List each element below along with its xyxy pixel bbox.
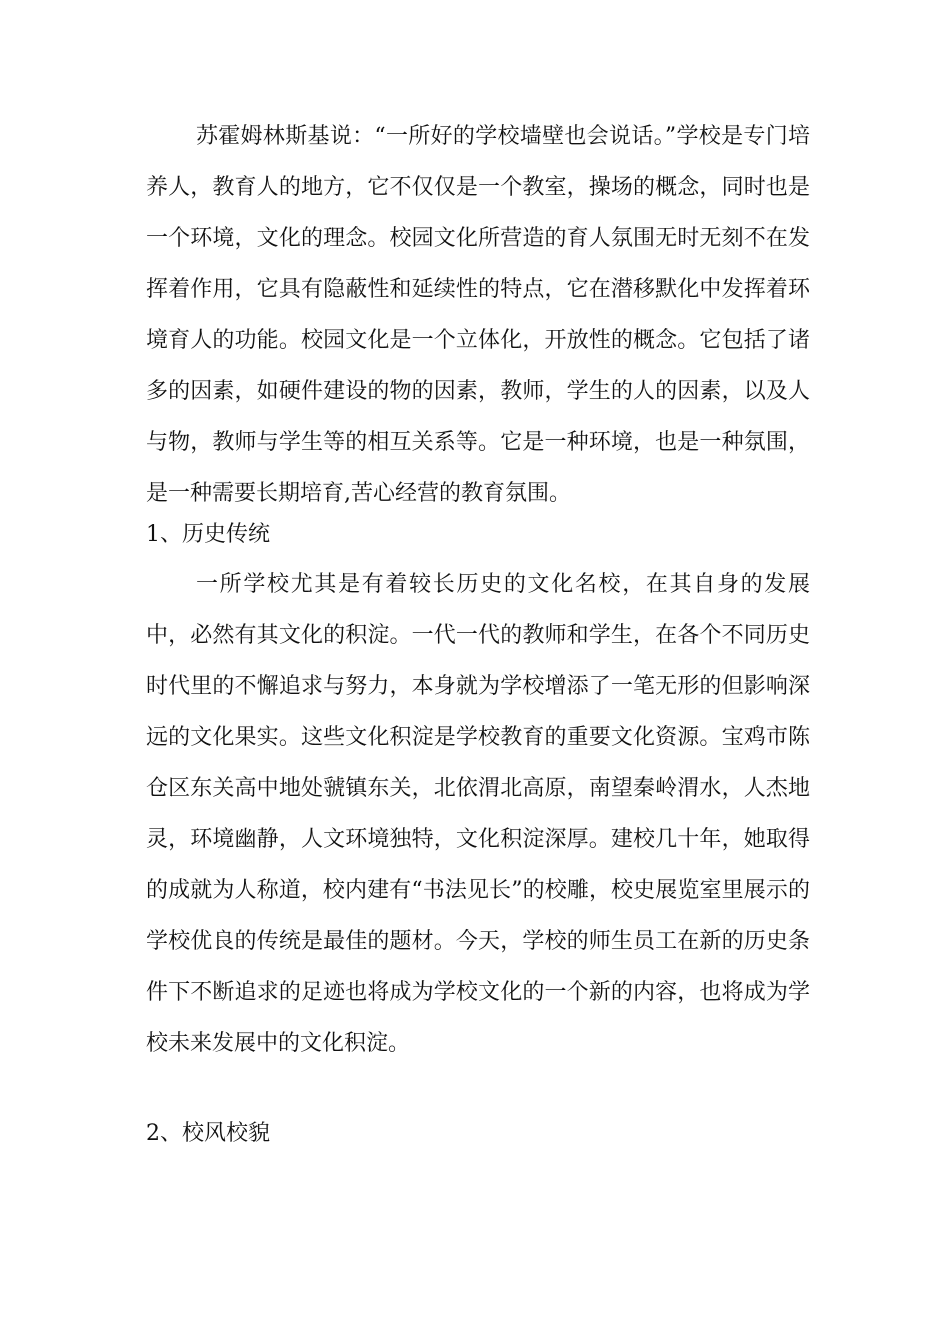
history-paragraph: 一所学校尤其是有着较长历史的文化名校，在其自身的发展中，必然有其文化的积淀。一代一代的教师和学生，在各个不同历史时代里的不懈追求与努力，本身就为学校增添了一笔无形的但影响深远的文化果实。这些文化积淀是学校教育的重要文化资源。宝鸡市陈仓区东关高中地处虢镇东关，北依渭北高原，南望秦岭渭水，人杰地灵，环境幽静，人文环境独特，文化积淀深厚。建校几十年，她取得的成就为人称道，校内建有“书法见长”的校雕，校史展览室里展示的学校优良的传统是最佳的题材。今天，学校的师生员工在新的历史条件下不断追求的足迹也将成为学校文化的一个新的内容，也将成为学校未来发展中的文化积淀。 — [146, 572, 810, 1056]
section-heading-history: 1、历史传统 — [146, 522, 270, 547]
intro-paragraph: 苏霍姆林斯基说：“一所好的学校墙壁也会说话。”学校是专门培养人，教育人的地方，它不仅仅是一个教室，操场的概念，同时也是一个环境，文化的理念。校园文化所营造的育人氛围无时无刻不在发挥着作用，它具有隐蔽性和延续性的特点，它在潜移默化中发挥着环境育人的功能。校园文化是一个立体化，开放性的概念。它包括了诸多的因素，如硬件建设的物的因素，教师，学生的人的因素，以及人与物，教师与学生等的相互关系等。它是一种环境，也是一种氛围，是一种需要长期培育,苦心经营的教育氛围。 — [146, 124, 810, 506]
section-heading-school-style: 2、校风校貌 — [146, 1121, 270, 1146]
